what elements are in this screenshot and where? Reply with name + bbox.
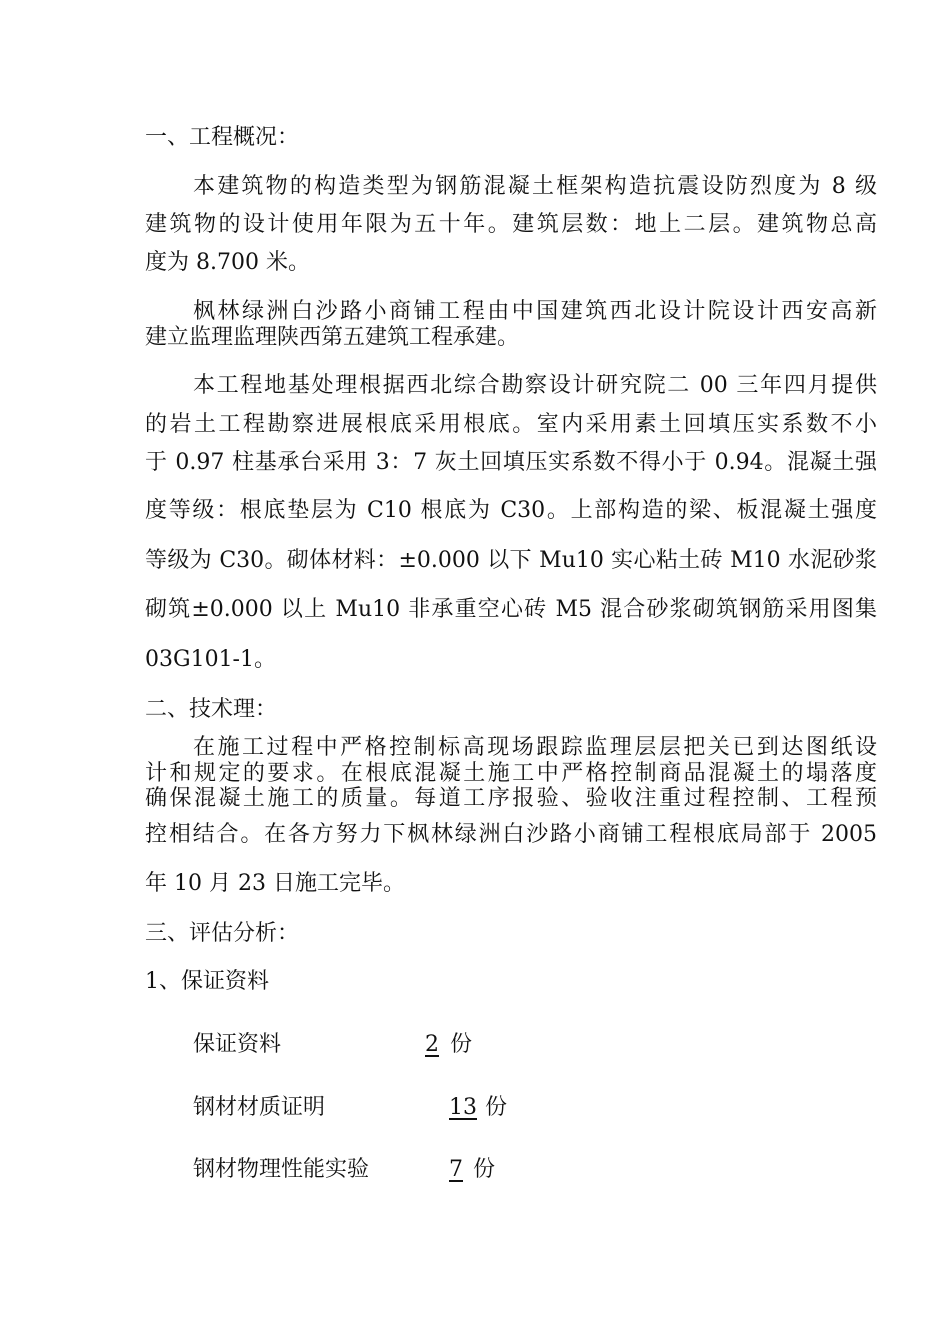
section-heading-assessment: 三、评估分析： <box>145 921 300 946</box>
paragraph-line: 度为 8.700 米。 <box>145 250 310 275</box>
item-label: 钢材材质证明 <box>193 1095 326 1120</box>
paragraph-line: 建立监理监理陕西第五建筑工程承建。 <box>145 325 520 350</box>
paragraph-line: 等级为 C30。砌体材料：±0.000 以下 Mu10 实心粘土砖 M10 水泥砂浆 <box>145 548 877 573</box>
paragraph-line: 计和规定的要求。在根底混凝土施工中严格控制商品混凝土的塌落度 <box>145 761 877 786</box>
section-heading-overview: 一、工程概况： <box>145 125 300 150</box>
item-count: 7 <box>449 1157 463 1182</box>
paragraph-line: 度等级：根底垫层为 C10 根底为 C30。上部构造的梁、板混凝土强度 <box>145 498 877 523</box>
section-heading-technical: 二、技术理： <box>145 697 278 722</box>
paragraph-line: 控相结合。在各方努力下枫林绿洲白沙路小商铺工程根底局部于 2005 <box>145 822 877 847</box>
item-label: 保证资料 <box>193 1032 282 1057</box>
paragraph-line: 本建筑物的构造类型为钢筋混凝土框架构造抗震设防烈度为 8 级 <box>193 174 877 199</box>
item-unit: 份 <box>473 1157 496 1182</box>
paragraph-line: 在施工过程中严格控制标高现场跟踪监理层层把关已到达图纸设 <box>193 735 877 760</box>
paragraph-line: 确保混凝土施工的质量。每道工序报验、验收注重过程控制、工程预 <box>145 786 877 811</box>
subheading-guarantee-docs: 1、保证资料 <box>145 969 269 994</box>
paragraph-line: 于 0.97 柱基承台采用 3：7 灰土回填压实系数不得小于 0.94。混凝土强 <box>145 450 877 475</box>
item-count: 2 <box>425 1032 439 1057</box>
paragraph-line: 的岩土工程勘察进展根底采用根底。室内采用素土回填压实系数不小 <box>145 412 877 437</box>
paragraph-line: 03G101-1。 <box>145 647 276 672</box>
paragraph-line: 枫林绿洲白沙路小商铺工程由中国建筑西北设计院设计西安高新 <box>193 299 877 324</box>
item-unit: 份 <box>450 1032 473 1057</box>
item-label: 钢材物理性能实验 <box>193 1157 370 1182</box>
paragraph-line: 本工程地基处理根据西北综合勘察设计研究院二 00 三年四月提供 <box>193 373 877 398</box>
item-count: 13 <box>449 1095 477 1120</box>
item-unit: 份 <box>485 1095 508 1120</box>
paragraph-line: 建筑物的设计使用年限为五十年。建筑层数：地上二层。建筑物总高 <box>145 212 877 237</box>
paragraph-line: 年 10 月 23 日施工完毕。 <box>145 871 405 896</box>
paragraph-line: 砌筑±0.000 以上 Mu10 非承重空心砖 M5 混合砂浆砌筑钢筋采用图集 <box>145 597 877 622</box>
